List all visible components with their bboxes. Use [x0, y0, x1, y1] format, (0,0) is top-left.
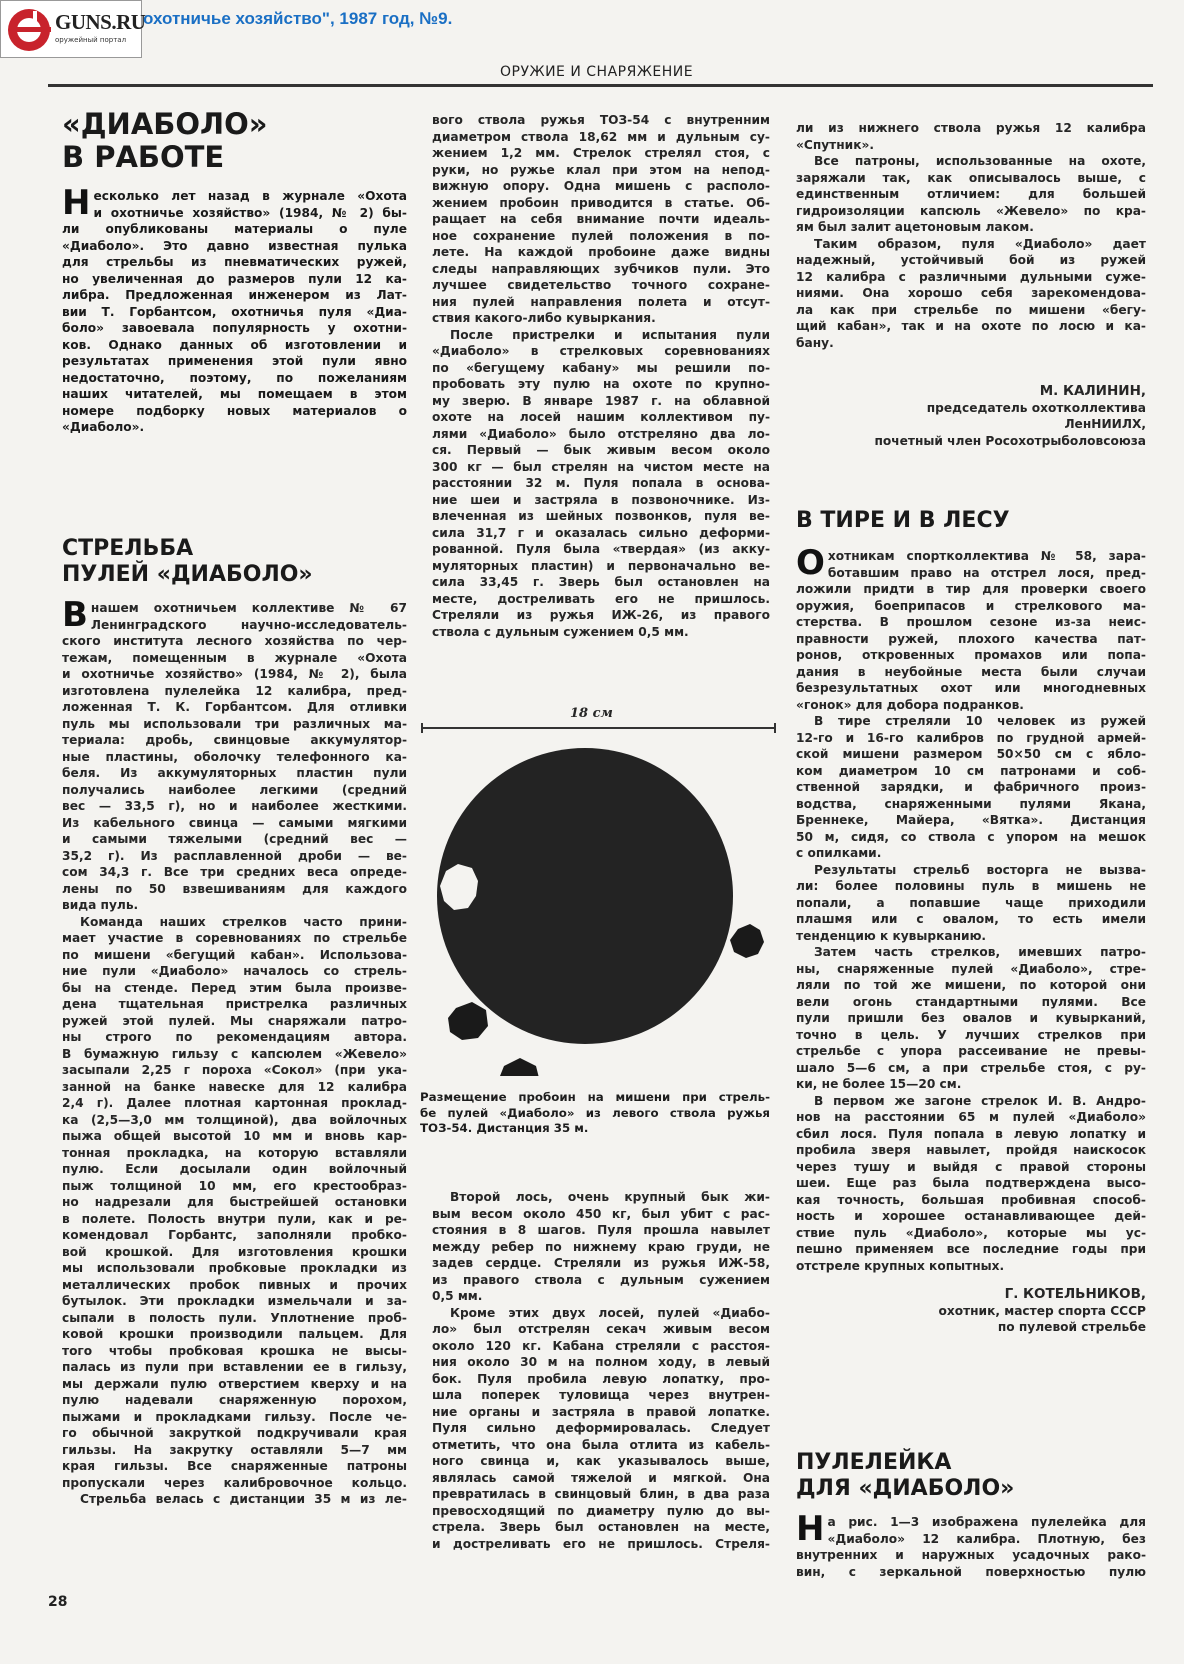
- text-line: мает участие в соревнованиях по стрельбе: [62, 931, 407, 945]
- text-line: Кроме этих двух лосей, пулей «Диабо-: [450, 1305, 770, 1320]
- text-line: около 120 кг. Кабана стреляли с расстоя-: [432, 1338, 770, 1353]
- text-line: точно в цель. У лучших стрелков при: [796, 1027, 1146, 1042]
- text-line: териала: дробь, свинцовые аккумулятор-: [62, 733, 407, 747]
- column-3: [796, 120, 1146, 1579]
- text-line: комендовал Горбантс, заполняли пробко-: [62, 1228, 407, 1242]
- text-line: В первом же загоне стрелок И. В. Андро-: [814, 1093, 1146, 1108]
- bullet-hole: [730, 924, 764, 958]
- text-line: ботавшим право на отстрел лося, пред-: [827, 565, 1146, 580]
- text-line: «Спутник».: [796, 137, 874, 152]
- text-line: ям был залит ацетоновым лаком.: [796, 220, 1034, 234]
- text-line: пыжами и прокладками гильзу. После че-: [62, 1409, 407, 1424]
- text-line: пулю. Если досылали один войлочный: [62, 1162, 407, 1176]
- text-line: надежный, устойчивый бой из ружей: [796, 253, 1146, 267]
- text-line: ствие пуль «Диаболо», которые мы ус-: [796, 1225, 1146, 1240]
- text-line: ное сохранение пулей положения в по-: [432, 228, 770, 243]
- text-line: диаметром ствола 18,62 мм и дульным су-: [432, 129, 770, 144]
- text-line: руки, но ружье клал при этом на непод-: [432, 162, 770, 177]
- text-line: оружия, боеприпасов и стрелкового ма-: [796, 598, 1146, 613]
- author-title: охотник, мастер спорта СССР: [938, 1303, 1146, 1318]
- text-line: превосходящий по диаметру пулю до вы-: [432, 1503, 770, 1518]
- author-title: почетный член Росохотрыболовсоюза: [874, 433, 1146, 448]
- text-line: либра. Предложенная инженером из Лат-: [62, 288, 407, 302]
- source-caption: охотничье хозяйство", 1987 год, №9.: [143, 9, 453, 28]
- target-figure: [420, 706, 782, 1076]
- text-line: 12-го и 16-го калибров по грудной армей-: [796, 730, 1146, 745]
- text-line: вого ствола ружья ТОЗ-54 с внутренним: [432, 113, 770, 127]
- text-line: кая точность, большая пробивная способ-: [796, 1192, 1146, 1207]
- text-line: номере подборку новых материалов о: [62, 403, 407, 418]
- text-line: стрела. Зверь был остановлен на месте,: [432, 1520, 770, 1534]
- text-line: плашмя или с овалом, то есть имели: [796, 912, 1146, 926]
- text-line: вин, с зеркальной поверхностью пулю: [796, 1564, 1146, 1579]
- text-line: ние пули «Диаболо» началось со стрель-: [62, 964, 407, 978]
- text-line: шеи. Еще раз была подтверждена высо-: [796, 1176, 1146, 1190]
- text-line: лете. На каждой пробоине даже видны: [432, 245, 770, 259]
- column-2: [420, 112, 770, 1551]
- page-number: 28: [48, 1594, 68, 1610]
- text-line: недостаточно, поэтому, по пожеланиям: [62, 370, 407, 385]
- text-line: ки, не более 15—20 см.: [796, 1077, 962, 1091]
- text-line: жением пробоин приводится в статье. Об-: [432, 195, 770, 210]
- text-line: из правого ствола с дульным сужением: [432, 1272, 770, 1287]
- text-line: дания в неубойные места были случаи: [796, 664, 1146, 679]
- text-line: пули пришли без овалов и кувырканий,: [796, 1011, 1146, 1025]
- text-line: бану.: [796, 335, 834, 350]
- text-line: вида пуль.: [62, 898, 139, 912]
- caption-line: бе пулей «Диаболо» из левого ствола ружья: [420, 1105, 770, 1120]
- text-line: по мишени «бегущий кабан». Использова-: [62, 947, 407, 962]
- text-line: занной на банке навеске для 12 калибра: [62, 1079, 407, 1094]
- text-line: ского института лесного хозяйства по чер-: [62, 634, 407, 648]
- text-line: ствола с дульным сужением 0,5 мм.: [432, 624, 689, 639]
- text-line: вижную опору. Одна мишень с располо-: [432, 179, 770, 193]
- text-line: ность и хорошее останавливающее дей-: [796, 1209, 1146, 1223]
- header-rule: [48, 84, 1153, 87]
- text-line: 50 м, сидя, со ствола с упором на мешок: [796, 829, 1146, 844]
- text-line: металлических пробок пивных и прочих: [62, 1277, 407, 1292]
- text-line: являлась самой тяжелой и мягкой. Она: [432, 1470, 770, 1485]
- text-line: ком диаметром 10 см патронами и соб-: [796, 763, 1146, 778]
- bullet-hole: [448, 1002, 488, 1040]
- text-line: ные пластины, оболочку телефонного ка-: [62, 749, 407, 764]
- article3-title: В ТИРЕ И В ЛЕСУ: [796, 508, 1010, 533]
- text-line: вели огонь стандартными пулями. Все: [796, 994, 1146, 1009]
- article4-title: [796, 1450, 1146, 1502]
- text-line: му зверю. В январе 1987 г. на облавной: [432, 393, 770, 408]
- text-line: ложенная Т. К. Горбантсом. Для отливки: [62, 700, 407, 714]
- text-line: между ребер по нижнему краю груди, не: [432, 1239, 770, 1254]
- text-line: ли из нижнего ствола ружья 12 калибра: [796, 121, 1146, 135]
- target-image: [420, 736, 782, 1076]
- text-line: ляли по той же мишени, по которой они: [796, 978, 1146, 992]
- text-line: охоте на лосей нашим коллективом пу-: [432, 410, 770, 424]
- text-line: Бреннеке, Майера, «Вятка». Дистанция: [796, 813, 1146, 827]
- guns-ru-logo[interactable]: [0, 0, 146, 58]
- article2-body-col2-bottom: [432, 1189, 770, 1552]
- text-line: бок. Пуля пробила левую лопатку, про-: [432, 1371, 770, 1386]
- text-line: лями «Диаболо» было отстреляно два ло-: [432, 426, 770, 441]
- text-line: бутылок. Эти прокладки измельчали и за-: [62, 1294, 407, 1308]
- text-line: ка (2,5—3,0 мм толщиной), два войлочных: [62, 1112, 407, 1127]
- drop-cap: В: [62, 595, 88, 635]
- text-line: вым весом около 450 кг, был убит с рас-: [432, 1206, 770, 1221]
- text-line: бы на стенде. Перед этим была произве-: [62, 980, 407, 995]
- text-line: ся. Первый — бык живым весом около: [432, 443, 770, 457]
- signature-kalinin: [796, 383, 1146, 449]
- text-line: в полете. Полость внутри пули, как и ре-: [62, 1211, 407, 1226]
- text-line: ственной зарядки, и фабричного произ-: [796, 780, 1146, 794]
- article2-body-col2-top: [432, 112, 770, 640]
- text-line: 35,2 г). Из расплавленной дроби — ве-: [62, 848, 407, 863]
- text-line: результатах применения этой пули явно: [62, 354, 407, 368]
- text-line: «Диаболо». Это давно известная пулька: [62, 238, 407, 253]
- text-line: наших читателей, мы помещаем в этом: [62, 387, 407, 401]
- text-line: того чтобы пробковая крошка не высы-: [62, 1343, 407, 1358]
- text-line: единственным отличием: для большей: [796, 187, 1146, 201]
- text-line: ращает на себя внимание почти идеаль-: [432, 212, 770, 226]
- text-line: ской мишени размером 50×50 см с ябло-: [796, 747, 1146, 761]
- text-line: Команда наших стрелков часто прини-: [80, 914, 407, 929]
- text-line: попали, а попавшие чаще приходили: [796, 895, 1146, 910]
- text-line: превратилась в свинцовый блин, в два раза: [432, 1487, 770, 1501]
- title-line: ПУЛЕЙ «ДИАБОЛО»: [62, 562, 313, 587]
- article1-lead: [62, 183, 407, 436]
- author-name: М. КАЛИНИН,: [1039, 383, 1146, 399]
- text-line: шало 5—6 см, а при стрельбе стоя, с ру-: [796, 1060, 1146, 1075]
- target-disk: [437, 748, 733, 1044]
- figure-caption: [420, 1090, 770, 1137]
- text-line: «гонок» для добора подранков.: [796, 697, 1024, 712]
- text-line: сила 31,7 г и оказалась сильно деформи-: [432, 525, 770, 540]
- text-line: пробовать эту пулю на охоте по крупно-: [432, 377, 770, 391]
- text-line: водства, снаряженными пулями Якана,: [796, 796, 1146, 811]
- text-line: ковой крошки производили пальцем. Для: [62, 1327, 407, 1341]
- text-line: мы использовали пробковые прокладки из: [62, 1261, 407, 1275]
- text-line: Таким образом, пуля «Диаболо» дает: [814, 236, 1146, 251]
- text-line: рованной. Пуля была «твердая» (из акку-: [432, 542, 770, 556]
- text-line: но надрезали для быстрейшей остановки: [62, 1195, 407, 1209]
- text-line: муляторных пластин) и первоначально ве-: [432, 558, 770, 573]
- text-line: сбил лося. Пуля попала в левую лопатку и: [796, 1126, 1146, 1141]
- title-line: ПУЛЕЛЕЙКА: [796, 1450, 952, 1475]
- author-name: Г. КОТЕЛЬНИКОВ,: [1004, 1286, 1146, 1302]
- text-line: сила 33,45 г. Зверь был остановлен на: [432, 575, 770, 589]
- text-line: палась из пули при вставлении ее в гильзу,: [62, 1360, 407, 1374]
- logo-brand: GUNS.RU: [55, 10, 146, 34]
- text-line: ло» был отстрелян секач живым весом: [432, 1322, 770, 1336]
- title-line: СТРЕЛЬБА: [62, 536, 194, 561]
- text-line: «Диаболо».: [62, 420, 145, 434]
- text-line: пыжа общей высотой 10 мм и вновь кар-: [62, 1129, 407, 1143]
- text-line: месте, дострeливать его не пришлось.: [432, 591, 770, 606]
- text-line: ложили придти в тир для проверки своего: [796, 582, 1146, 596]
- text-line: ние органы и застряла в правой лопатке.: [432, 1404, 770, 1419]
- text-line: ны, снаряженные пулей «Диаболо», стре-: [796, 961, 1146, 976]
- text-line: следы направляющих зубчиков пули. Это: [432, 261, 770, 276]
- text-line: Пуля сильно деформировалась. Следует: [432, 1421, 770, 1435]
- text-line: гильзы. На закрутку оставляли 5—7 мм: [62, 1442, 407, 1457]
- text-line: мы держали пулю отверстием кверху и на: [62, 1376, 407, 1391]
- text-line: ниями. Она хорошо себя зарекомендова-: [796, 286, 1146, 300]
- text-line: и охотничье хозяйство» (1984, № 2), была: [62, 667, 407, 681]
- text-line: нов на расстоянии 65 м пулей «Диаболо»: [796, 1110, 1146, 1124]
- text-line: ков. Однако данных об изготовлении и: [62, 337, 407, 352]
- text-line: отметить, что она была отлита из кабель-: [432, 1437, 770, 1452]
- text-line: расстоянии 32 м. Пуля попала в основа-: [432, 476, 770, 490]
- text-line: ронов, откровенных промахов или попа-: [796, 648, 1146, 662]
- text-line: дена тщательная пристрелка различных: [62, 997, 407, 1011]
- text-line: 2,4 г). Далее плотная картонная проклад-: [62, 1096, 407, 1110]
- article1-title: [62, 108, 407, 174]
- article3-body: [796, 543, 1146, 1274]
- text-line: беля. Из аккумуляторных пластин пули: [62, 766, 407, 780]
- drop-cap: Н: [62, 183, 91, 223]
- drop-cap: Н: [796, 1509, 825, 1549]
- text-line: 300 кг — был стрелян на чистом месте на: [432, 459, 770, 474]
- text-line: боло» завоевала популярность у охотни-: [62, 321, 407, 335]
- drop-cap: О: [796, 543, 825, 583]
- text-line: правности ружей, плохого качества пат-: [796, 631, 1146, 646]
- text-line: Стреляли из ружья ИЖ-26, из правого: [432, 608, 770, 622]
- logo-emblem-icon: [5, 7, 53, 53]
- text-line: После пристрелки и испытания пули: [450, 327, 770, 342]
- text-line: ния около 30 м на полном ходу, в левый: [432, 1355, 770, 1369]
- text-line: щий кабан», так и на охоте по лосю и ка-: [796, 319, 1146, 333]
- text-line: гидроизоляции капсюль «Жевело» по кра-: [796, 203, 1146, 218]
- article2-body-col3: [796, 120, 1146, 351]
- scale-label: 18 см: [570, 706, 613, 721]
- text-line: вой крошкой. Для изготовления крошки: [62, 1244, 407, 1259]
- text-line: но увеличенная до размеров пули 12 ка-: [62, 271, 407, 286]
- author-title: ЛенНИИЛХ,: [1064, 417, 1146, 431]
- text-line: пробила зверя навылет, пройдя наискосок: [796, 1143, 1146, 1157]
- text-line: пропускали через калибровочное кольцо.: [62, 1475, 407, 1490]
- text-line: ного свинца и, как указывалось выше,: [432, 1454, 770, 1468]
- title-line: ДЛЯ «ДИАБОЛО»: [796, 1476, 1015, 1501]
- text-line: В бумажную гильзу с капсюлем «Жевело»: [62, 1046, 407, 1061]
- text-line: стерства. В прошлом сезоне из-за неис-: [796, 615, 1146, 629]
- text-line: ли опубликованы материалы о пуле: [62, 222, 407, 236]
- text-line: хотникам спортколлектива № 58, зара-: [827, 549, 1146, 563]
- text-line: ла как при стрельбе по мишени «бегу-: [796, 302, 1146, 317]
- text-line: Ленинградского научно-исследователь-: [90, 617, 407, 632]
- text-line: по «бегущему кабану» мы решили по-: [432, 360, 770, 375]
- author-title: по пулевой стрельбе: [997, 1320, 1146, 1334]
- text-line: а рис. 1—3 изображена пулелейка для: [827, 1515, 1146, 1529]
- text-line: пуль мы использовали три различных ма-: [62, 716, 407, 731]
- text-line: влеченная из шейных позвонков, пуля ве-: [432, 509, 770, 523]
- text-line: внутренних и наружных усадочных рако-: [796, 1548, 1146, 1562]
- signature-kotelnikov: [796, 1286, 1146, 1336]
- bullet-hole: [500, 1058, 540, 1076]
- text-line: ли: более половины пуль в мишень не: [796, 879, 1146, 893]
- text-line: ние шеи и застряла в позвоночнике. Из-: [432, 492, 770, 507]
- text-line: и самыми тяжелыми (средний вес —: [62, 832, 407, 846]
- text-line: сыпали в полость пули. Уплотнение проб-: [62, 1310, 407, 1325]
- text-line: пулю надевали снаряженную порохом,: [62, 1393, 407, 1407]
- column-1: [62, 107, 407, 1506]
- text-line: есколько лет назад в журнале «Охота: [93, 189, 407, 203]
- text-line: и дострeливать его не пришлось. Стреля-: [432, 1536, 770, 1551]
- text-line: изготовлена пулелейка 12 калибра, пред-: [62, 683, 407, 698]
- text-line: получались наиболее легкими (средний: [62, 782, 407, 797]
- text-line: «Диаболо» в стрелковых соревнованиях: [432, 344, 770, 358]
- caption-line: ТОЗ-54. Дистанция 35 м.: [420, 1121, 589, 1135]
- text-line: пешно применяем все последние годы при: [796, 1242, 1146, 1256]
- text-line: шла поперек туловища через внутрен-: [432, 1388, 770, 1402]
- text-line: стрельбе с упора рассеивание не превы-: [796, 1044, 1146, 1058]
- text-line: безрезультатных охот или многодневных: [796, 681, 1146, 695]
- text-line: сом 34,3 г. Все три средних веса опреде-: [62, 865, 407, 879]
- text-line: лены по 50 взвешиваниям для каждого: [62, 881, 407, 896]
- text-line: тонная прокладка, на которую вставляли: [62, 1145, 407, 1160]
- text-line: через тушу и выйдя с правой стороны: [796, 1159, 1146, 1174]
- text-line: и охотничье хозяйство» (1984, № 2) бы-: [93, 205, 407, 220]
- text-line: засыпали 2,25 г пороха «Сокол» (при ука-: [62, 1063, 407, 1077]
- text-line: ния пулей направления полета и отсут-: [432, 294, 770, 309]
- title-line: В РАБОТЕ: [62, 140, 225, 174]
- text-line: го обычной закруткой подкручивали края: [62, 1426, 407, 1440]
- text-line: 0,5 мм.: [432, 1289, 483, 1303]
- caption-line: Размещение пробоин на мишени при стрель-: [420, 1090, 770, 1104]
- text-line: В тире стреляли 10 человек из ружей: [814, 714, 1146, 728]
- text-line: Из кабельного свинца — самыми мягкими: [62, 815, 407, 830]
- text-line: Все патроны, использованные на охоте,: [814, 154, 1146, 168]
- text-line: пыж толщиной 10 мм, его крестообраз-: [62, 1178, 407, 1193]
- title-line: «ДИАБОЛО»: [62, 107, 268, 141]
- text-line: задев сердце. Стреляли из ружья ИЖ-58,: [432, 1256, 770, 1270]
- text-line: Стрельба велась с дистанции 35 м из ле-: [80, 1492, 407, 1506]
- text-line: «Диаболо» 12 калибра. Плотную, без: [827, 1531, 1146, 1546]
- text-line: вес — 33,5 г), но и наиболее жесткими.: [62, 799, 407, 813]
- text-line: ны строго по рекомендациям автора.: [62, 1030, 407, 1044]
- text-line: с опилками.: [796, 846, 882, 860]
- text-line: вии Т. Горбантсом, охотничья пуля «Диа-: [62, 304, 407, 319]
- text-line: для стрельбы из пневматических ружей,: [62, 255, 407, 269]
- text-line: Результаты стрельб восторга не вызва-: [814, 862, 1146, 877]
- text-line: ствия какого-либо кувыркания.: [432, 311, 656, 325]
- logo-tagline: оружейный портал: [55, 36, 127, 44]
- text-line: стояния в 8 шагов. Пуля прошла навылет: [432, 1223, 770, 1237]
- text-line: отстреле крупных копытных.: [796, 1258, 1005, 1273]
- text-line: Второй лось, очень крупный бык жи-: [450, 1190, 770, 1204]
- text-line: края гильзы. Все снаряженные патроны: [62, 1459, 407, 1473]
- text-line: ружей этой пулей. Мы снаряжали патро-: [62, 1013, 407, 1028]
- section-header: ОРУЖИЕ И СНАРЯЖЕНИЕ: [500, 64, 694, 80]
- text-line: заряжали так, как описывалось выше, с: [796, 170, 1146, 185]
- text-line: нашем охотничьем коллективе № 67: [90, 601, 407, 615]
- text-line: 12 калибра с различными дульными суже-: [796, 269, 1146, 284]
- article2-body-col1: [62, 595, 407, 1508]
- article2-title: [62, 536, 407, 588]
- text-line: Затем часть стрелков, имевших патро-: [814, 945, 1146, 959]
- text-line: жением 1,2 мм. Стрелок стрелял стоя, с: [432, 146, 770, 160]
- text-line: тенденцию к кувырканию.: [796, 928, 987, 943]
- text-line: тежам, помещенным в журнале «Охота: [62, 650, 407, 665]
- article4-body: [796, 1509, 1146, 1580]
- text-line: лучшее свидетельство точного сохране-: [432, 278, 770, 292]
- author-title: председатель охотколлектива: [926, 400, 1146, 415]
